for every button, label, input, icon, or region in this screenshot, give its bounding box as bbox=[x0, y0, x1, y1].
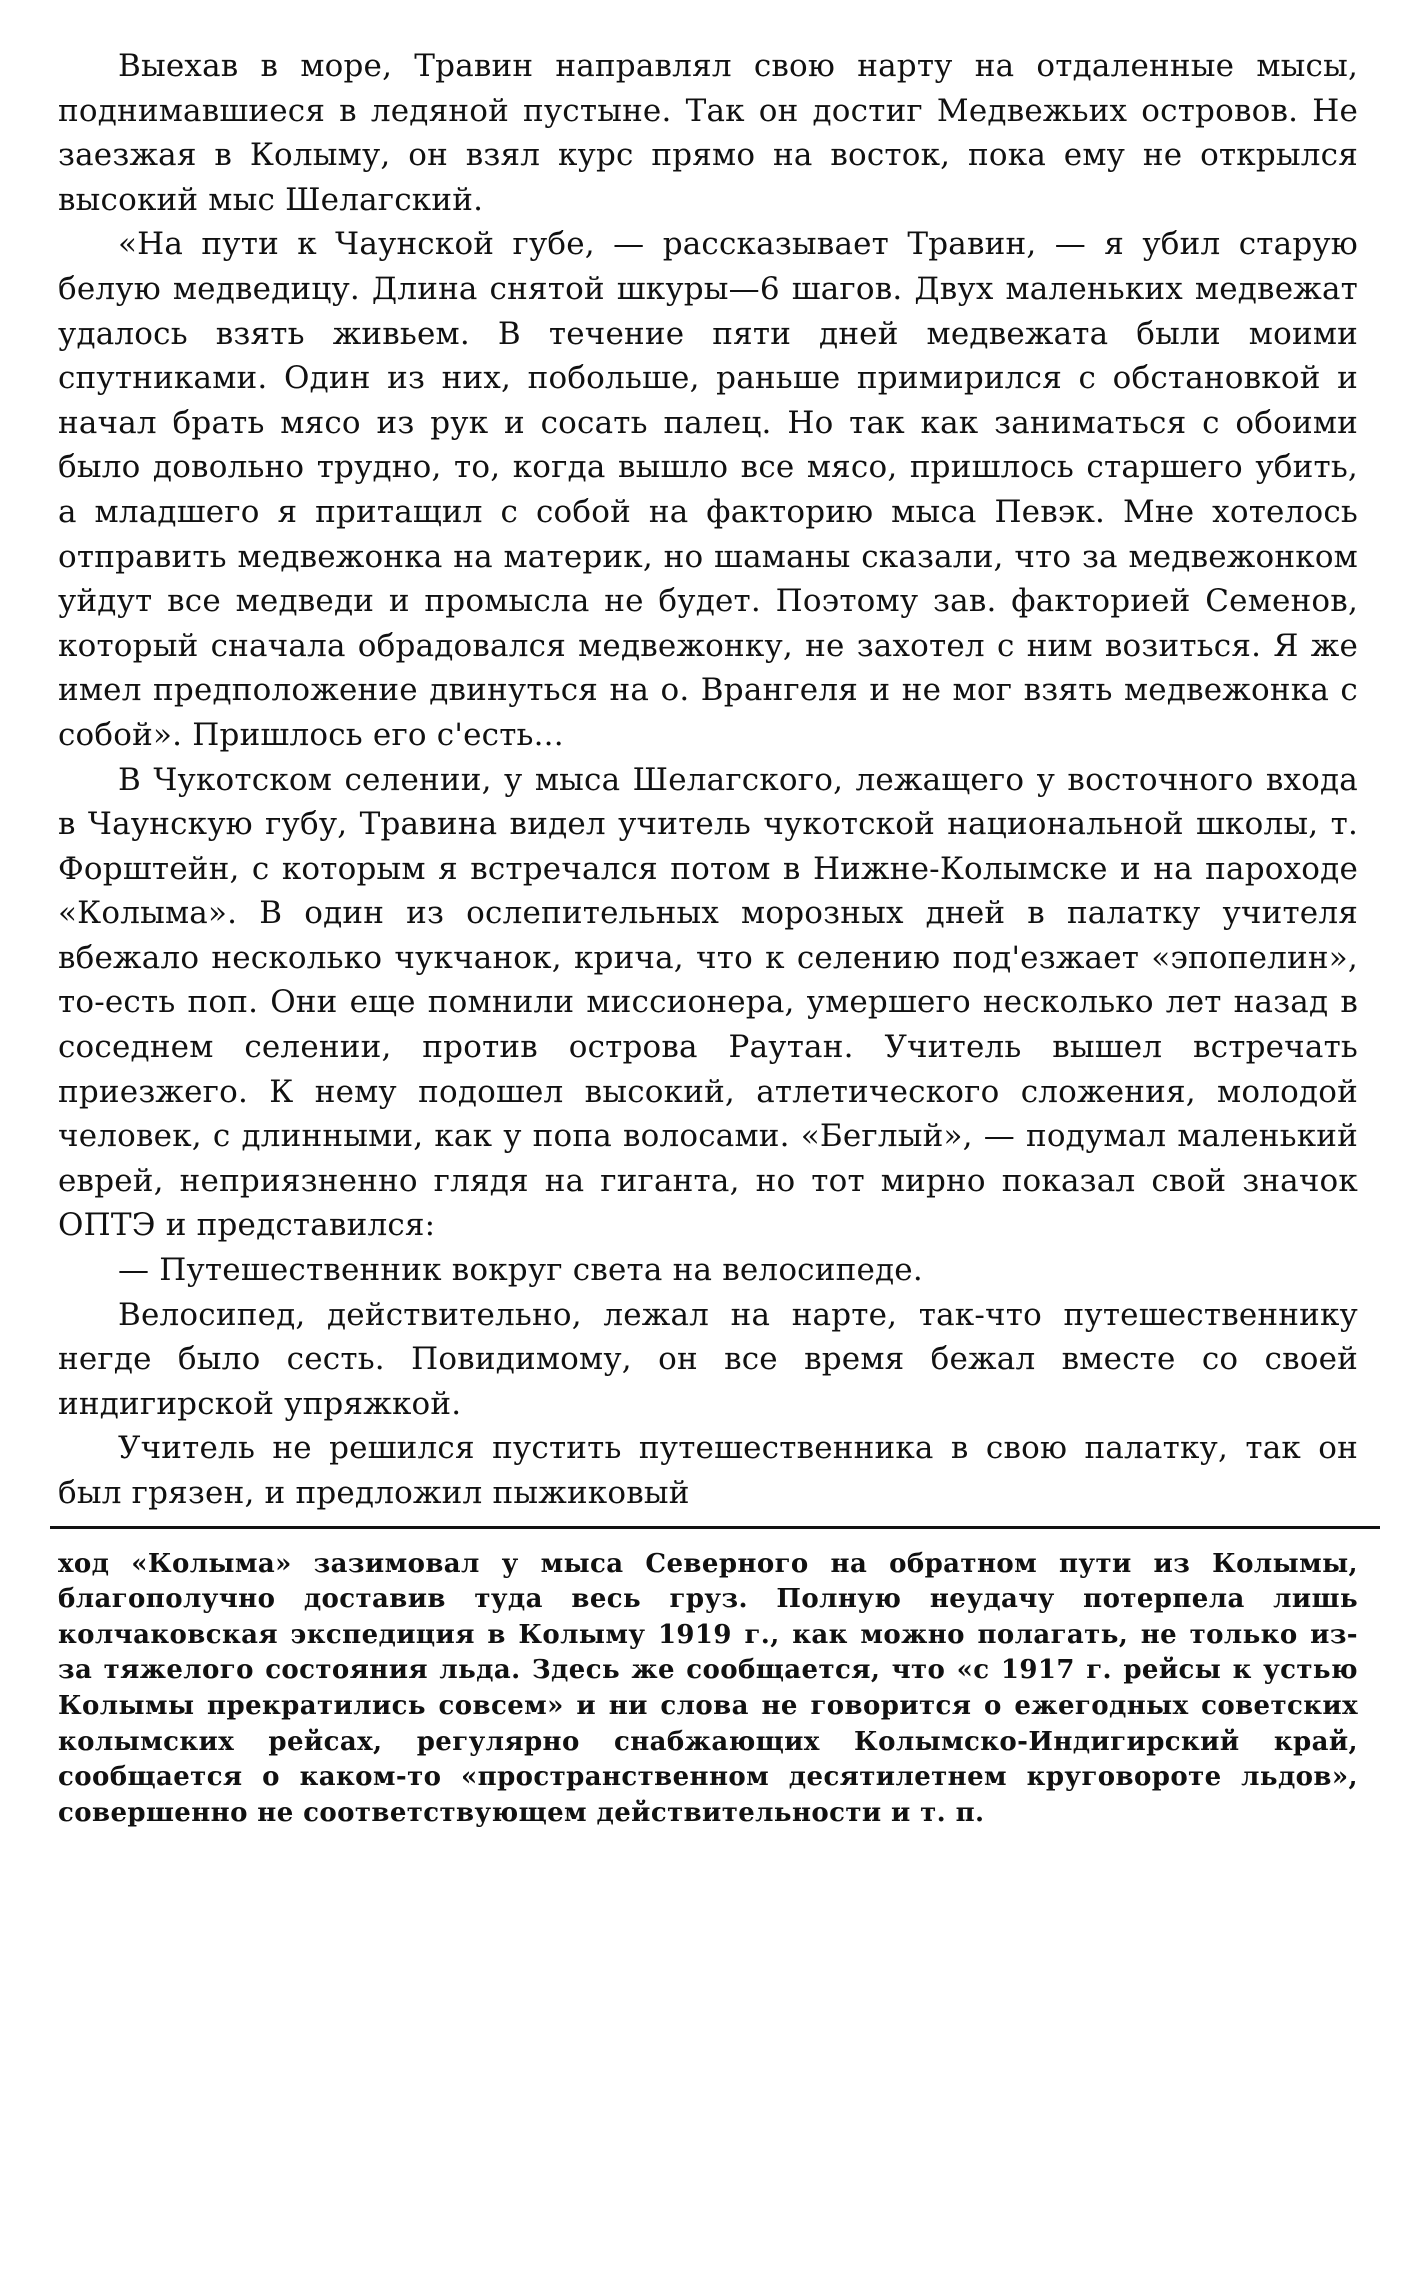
footnote bbox=[58, 1547, 1358, 1832]
paragraph-4: — Путешественник вокруг света на велосипеде. bbox=[118, 1252, 923, 1289]
footnote-text: ход «Колыма» зазимовал у мыса Северного на обратном пути из Колымы, благополучно доставив туда весь груз. Полную неудачу потерпела лишь колчаковская экспедиция в Колыму 1919 г., как можно полагать, не только из-за тяжелого состояния льда. Здесь же сообщается, что «с 1917 г. рейсы к устью Колымы прекратились совсем» и ни слова не говорится о ежегодных советских колымских рейсах, регулярно снабжающих Колымско-Индигирский край, сообщается о каком-то «пространственном десятилетнем круговороте льдов», совершенно не соответствующем действительности и т. п. bbox=[58, 1548, 1358, 1828]
paragraph-1: Выехав в море, Травин направлял свою нарту на отдаленные мысы, поднимавшиеся в ледяной пустыне. Так он достиг Медвежьих островов. Не заезжая в Колыму, он взял курс прямо на восток, пока ему не открылся высокий мыс Шелагский. bbox=[58, 48, 1358, 218]
paragraph-2: «На пути к Чаунской губе, — рассказывает Травин, — я убил старую белую медведицу. Длина снятой шкуры—6 шагов. Двух маленьких медвежат удалось взять живьем. В течение пяти дней медвежата были моими спутниками. Один из них, побольше, раньше примирился с обстановкой и начал брать мясо из рук и сосать палец. Но так как заниматься с обоими было довольно трудно, то, когда вышло все мясо, пришлось старшего убить, а младшего я притащил с собой на факторию мыса Певэк. Мне хотелось отправить медвежонка на материк, но шаманы сказали, что за медвежонком уйдут все медведи и промысла не будет. Поэтому зав. факторией Семенов, который сначала обрадовался медвежонку, не захотел с ним возиться. Я же имел предположение двинуться на о. Врангеля и не мог взять медвежонка с собой». Пришлось его с'есть... bbox=[58, 226, 1358, 753]
page bbox=[58, 44, 1358, 1831]
paragraph-6: Учитель не решился пустить путешественника в свою палатку, так он был грязен, и предложил пыжиковый bbox=[58, 1430, 1358, 1511]
main-text bbox=[58, 44, 1358, 1516]
footnote-divider bbox=[50, 1526, 1380, 1529]
paragraph-5: Велосипед, действительно, лежал на нарте, так-что путешественнику негде было сесть. Повидимому, он все время бежал вместе со своей индигирской упряжкой. bbox=[58, 1296, 1358, 1422]
paragraph-3: В Чукотском селении, у мыса Шелагского, лежащего у восточного входа в Чаунскую губу, Травина видел учитель чукотской национальной школы, т. Форштейн, с которым я встречался потом в Нижне-Колымске и на пароходе «Колыма». В один из ослепительных морозных дней в палатку учителя вбежало несколько чукчанок, крича, что к селению под'езжает «эпопелин», то-есть поп. Они еще помнили миссионера, умершего несколько лет назад в соседнем селении, против острова Раутан. Учитель вышел встречать приезжего. К нему подошел высокий, атлетического сложения, молодой человек, с длинными, как у попа волосами. «Беглый», — подумал маленький еврей, неприязненно глядя на гиганта, но тот мирно показал свой значок ОПТЭ и представился: bbox=[58, 761, 1358, 1244]
